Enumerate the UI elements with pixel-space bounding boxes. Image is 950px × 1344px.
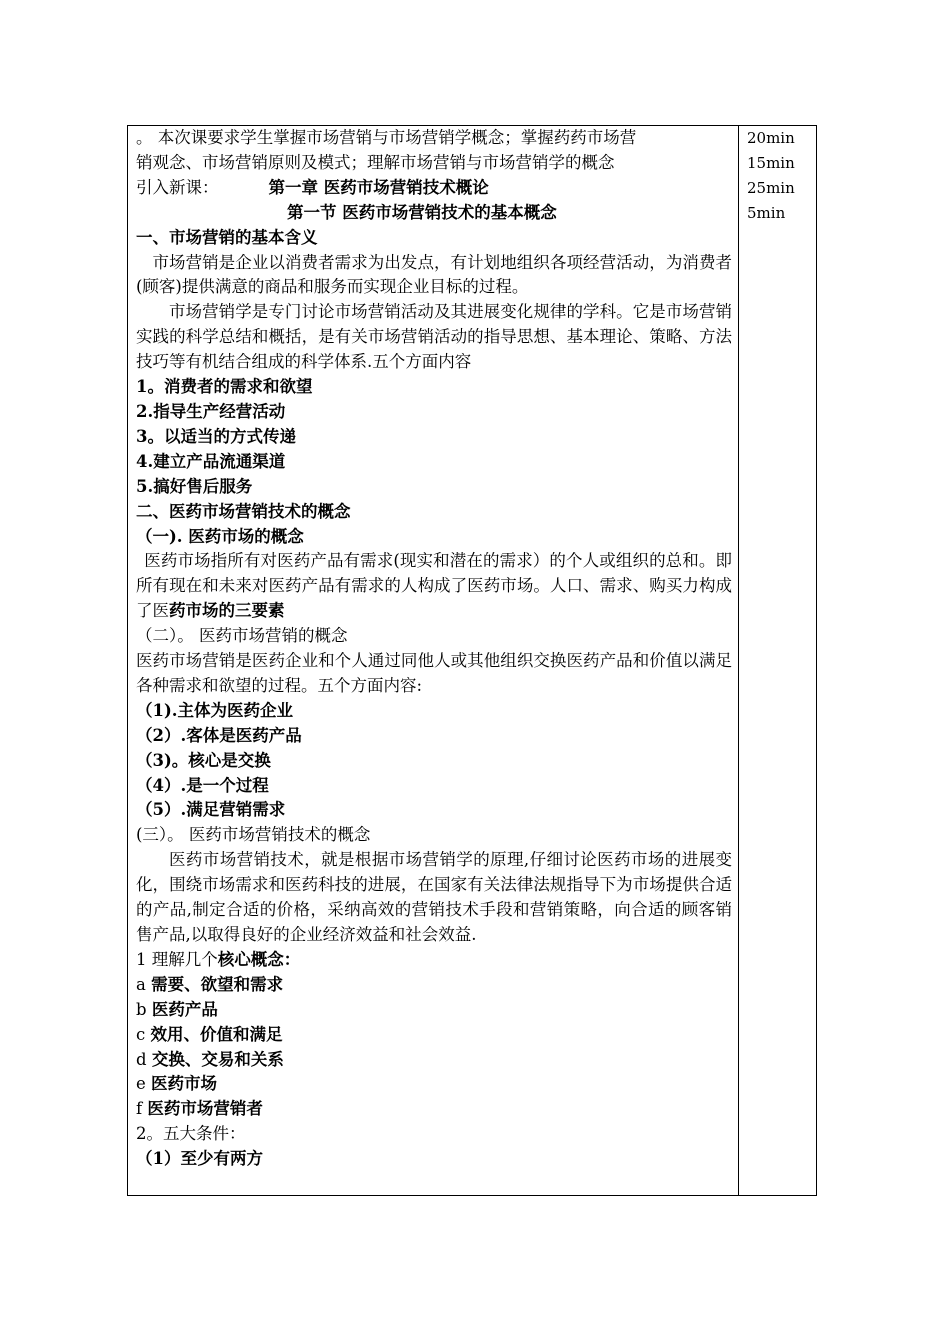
time-entry: 5min	[747, 203, 786, 222]
section-title: 第一节 医药市场营销技术的基本概念	[287, 202, 557, 222]
list-item	[136, 1097, 732, 1122]
time-entry: 25min	[747, 178, 795, 197]
table-row	[128, 126, 817, 1196]
list-item	[136, 1048, 732, 1073]
list-item: 5.搞好售后服务	[136, 476, 253, 496]
list-item: 4.建立产品流通渠道	[136, 451, 286, 471]
item-letter: f	[136, 1099, 148, 1119]
item-letter: d	[136, 1049, 152, 1069]
item-text: 医药市场营销者	[147, 1099, 263, 1119]
pharma-marketing-definition: 医药市场营销是医药企业和个人通过同他人或其他组织交换医药产品和价值以满足各种需求和欲望的过程。五个方面内容:	[136, 651, 732, 695]
time-cell	[739, 126, 817, 1196]
marketing-definition: 市场营销是企业以消费者需求为出发点，有计划地组织各项经营活动，为消费者(顾客)提供满意的商品和服务而实现企业目标的过程。	[136, 252, 732, 297]
sub1-heading: （一). 医药市场的概念	[136, 526, 304, 546]
core-label: 核心概念：	[217, 949, 301, 969]
marketing-discipline: 市场营销学是专门讨论市场营销活动及其进展变化规律的学科。它是市场营销实践的科学总结和概括，是有关市场营销活动的指导思想、基本理论、策略、方法技巧等有机结合组成的科学体系.五个方面内容	[136, 302, 732, 372]
pharma-market-text-bold: 药市场的三要素	[169, 601, 285, 621]
list-item	[136, 973, 732, 998]
list-item: （1).主体为医药企业	[136, 700, 294, 720]
chapter-heading-line	[136, 176, 732, 201]
list-item: （4）.是一个过程	[136, 775, 269, 795]
item-letter: b	[136, 999, 152, 1019]
objectives-line-1: 。 本次课要求学生掌握市场营销与市场营销学概念；掌握药药市场营	[136, 128, 637, 147]
conditions-heading: 2。五大条件：	[136, 1124, 246, 1144]
item-text: 交换、交易和关系	[151, 1049, 284, 1069]
item-letter: e	[136, 1074, 152, 1094]
intro-label: 引入新课：	[136, 177, 219, 197]
item-text: 医药产品	[151, 999, 218, 1019]
core-concepts-heading	[136, 948, 732, 973]
pharma-market-definition	[136, 549, 732, 624]
time-entry: 20min	[747, 129, 795, 147]
content-body	[128, 126, 738, 1172]
part1-heading: 一、市场营销的基本含义	[136, 227, 318, 247]
pharma-market-text: 医药市场指所有对医药产品有需求(现实和潜在的需求）的个人或组织的总和。即所有现在和未来对医药产品有需求的人构成了医药市场。人口、需求、购买力构成了医	[136, 551, 732, 621]
core-prefix: 1 理解几个	[136, 949, 218, 969]
item-text: 需要、欲望和需求	[151, 974, 284, 994]
list-item: （1）至少有两方	[136, 1149, 263, 1169]
list-item	[136, 998, 732, 1023]
list-item: （3)。核心是交换	[136, 750, 271, 770]
pharma-marketing-tech-definition: 医药市场营销技术，就是根据市场营销学的原理,仔细讨论医药市场的进展变化，围绕市场需求和医药科技的进展，在国家有关法律法规指导下为市场提供合适的产品,制定合适的价格，采纳高效的营销技术手段和营销策略，向合适的顾客销售产品,以取得良好的企业经济效益和社会效益.	[136, 850, 732, 944]
list-item	[136, 1023, 732, 1048]
time-entry: 15min	[747, 153, 795, 172]
item-text: 效用、价值和满足	[150, 1024, 283, 1044]
list-item: 3。以适当的方式传递	[136, 426, 296, 446]
list-item	[136, 1072, 732, 1097]
list-item: 1。消费者的需求和欲望	[136, 377, 313, 397]
content-cell	[128, 126, 739, 1196]
list-item: （5）.满足营销需求	[136, 800, 286, 820]
list-item: 2.指导生产经营活动	[136, 401, 286, 421]
lesson-plan-table	[127, 125, 817, 1196]
objectives-line-2: 销观念、市场营销原则及模式；理解市场营销与市场营销学的概念	[136, 152, 615, 172]
chapter-title: 第一章 医药市场营销技术概论	[268, 177, 489, 197]
sub2-heading: （二）。 医药市场营销的概念	[136, 626, 348, 646]
item-letter: c	[136, 1024, 151, 1044]
list-item: （2）.客体是医药产品	[136, 725, 302, 745]
part2-heading: 二、医药市场营销技术的概念	[136, 501, 351, 521]
time-list	[739, 126, 816, 226]
item-letter: a	[136, 974, 152, 994]
sub3-heading: (三）。 医药市场营销技术的概念	[136, 825, 371, 845]
item-text: 医药市场	[151, 1074, 218, 1094]
